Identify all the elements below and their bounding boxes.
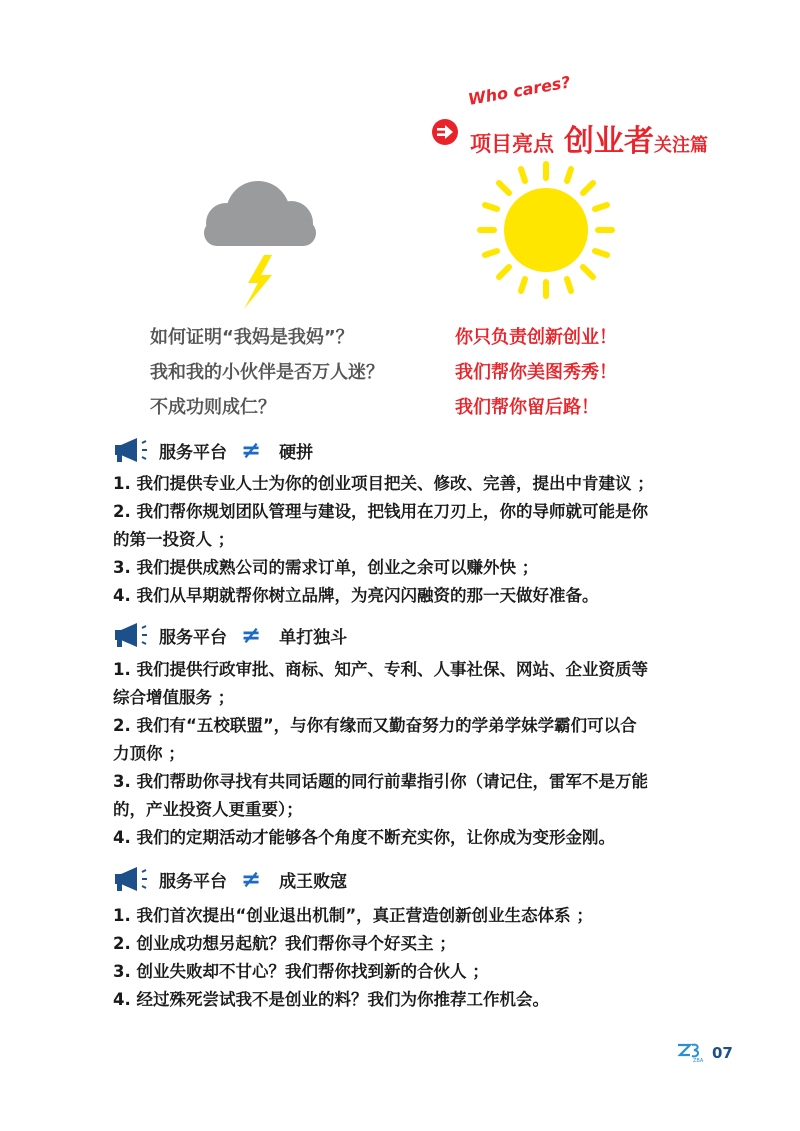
page-number: 07 [712,1044,733,1062]
svg-text:ZBA: ZBA [693,1058,704,1063]
not-equal-sign: ≠ [241,621,262,649]
answer-3: 我们帮你留后路！ [455,397,599,418]
section-line: 3. 我们帮助你寻找有共同话题的同行前辈指引你（请记住，雷军不是万能 [113,772,648,791]
section-platform: 服务平台 [159,871,227,892]
section-line: 综合增值服务 ； [113,688,235,707]
megaphone-icon [113,620,151,650]
answer-1: 你只负责创新创业！ [455,327,617,348]
section-line: 1. 我们提供专业人士为你的创业项目把关、修改、完善，提出中肯建议 ； [113,474,654,493]
section-line: 4. 我们从早期就帮你树立品牌，为亮闪闪融资的那一天做好准备。 [113,586,599,605]
section-line: 3. 创业失败却不甘心？我们帮你找到新的合伙人 ； [113,962,489,981]
title-tail: 关注篇 [654,135,708,156]
brand-logo-icon [676,1041,708,1067]
section-line: 2. 我们帮你规划团队管理与建设，把钱用在刀刃上，你的导师就可能是你 [113,502,648,521]
cloud-icon [196,175,326,319]
section-line: 1. 我们提供行政审批、商标、知产、专利、人事社保、网站、企业资质等 [113,660,648,679]
page-title [470,116,708,160]
section-line: 1. 我们首次提出“创业退出机制”，真正营造创新创业生态体系 ； [113,906,593,925]
section-line: 2. 创业成功想另起航？我们帮你寻个好买主 ； [113,934,456,953]
section-subtitle: 单打独斗 [279,627,348,648]
section-line: 4. 我们的定期活动才能够各个角度不断充实你，让你成为变形金刚。 [113,828,615,847]
arrow-right-icon [432,119,458,145]
megaphone-icon [113,435,151,465]
question-2: 我和我的小伙伴是否万人迷？ [150,362,384,383]
section-header [113,435,313,465]
section-line: 力顶你 ； [113,744,185,763]
question-3: 不成功则成仁？ [150,397,276,418]
lightning-icon [244,255,272,309]
section-platform: 服务平台 [159,442,227,463]
section-platform: 服务平台 [159,627,227,648]
not-equal-sign: ≠ [241,436,262,464]
sun-icon [476,160,616,304]
megaphone-icon [113,864,151,894]
section-line: 3. 我们提供成熟公司的需求订单，创业之余可以赚外快 ； [113,558,539,577]
section-line: 4. 经过殊死尝试我不是创业的料？我们为你推荐工作机会。 [113,990,549,1009]
section-subtitle: 成王败寇 [279,871,348,892]
not-equal-sign: ≠ [241,865,262,893]
answer-2: 我们帮你美图秀秀！ [455,362,617,383]
question-1: 如何证明“我妈是我妈”？ [150,327,354,348]
section-subtitle: 硬拼 [279,442,314,463]
section-line: 的，产业投资人更重要）； [113,800,303,819]
section-header [113,864,347,894]
highlight-label: 项目亮点 [470,132,554,156]
title-big: 创业者 [564,124,654,159]
section-line: 的第一投资人 ； [113,530,235,549]
section-line: 2. 我们有“五校联盟”，与你有缘而又勤奋努力的学弟学妹学霸们可以合 [113,716,637,735]
section-header [113,620,347,650]
who-cares-label: Who cares? [466,72,572,109]
